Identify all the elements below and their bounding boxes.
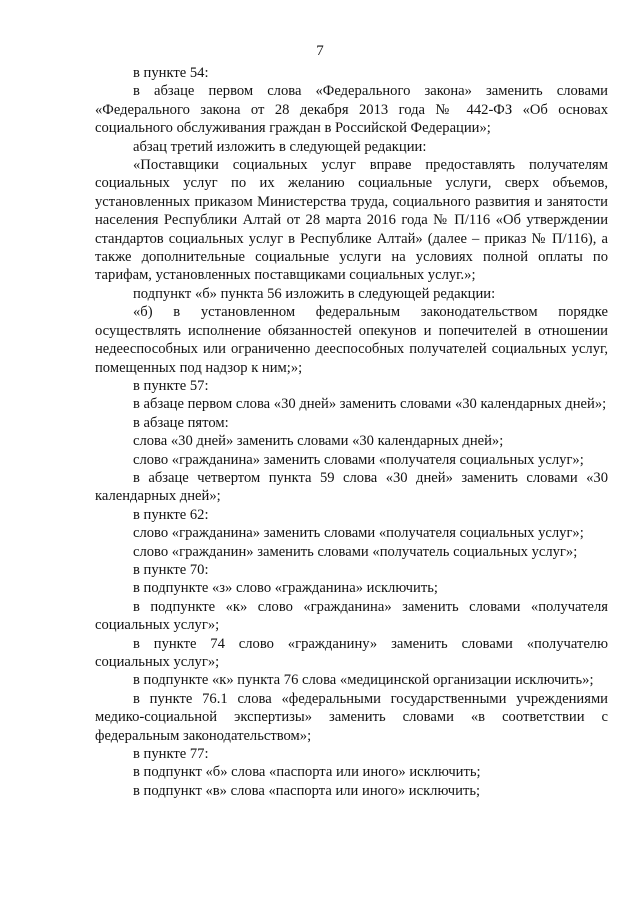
paragraph-7: в пункте 57: — [133, 377, 209, 394]
paragraph-11: слово «гражданина» заменить словами «получателя социальных услуг»; — [133, 451, 584, 468]
paragraph-3: абзац третий изложить в следующей редакции: — [133, 138, 427, 155]
paragraph-4: «Поставщики социальных услуг вправе предоставлять получателям социальных услуг по их желанию социальные услуги, сверх объемов, установленных приказом Министерства труда, социального развития и занятости населения Республики Алтай от 28 марта 2016 года № П/116 «Об утверждении стандартов социальных услуг в Республике Алтай» (далее – приказ № П/116), а также дополнительные социальные услуги на условиях полной оплаты по тарифам, установленных поставщиками социальных услуг.»; — [95, 157, 608, 284]
paragraph-2: в абзаце первом слова «Федерального закона» заменить словами «Федерального закона от 28 декабря 2013 года № 442-ФЗ «Об основах социального обслуживания граждан в Российской Федерации»; — [95, 83, 608, 137]
paragraph-24: в подпункт «в» слова «паспорта или иного» исключить; — [133, 782, 481, 799]
paragraph-19: в пункте 74 слово «гражданину» заменить словами «получателю социальных услуг»; — [95, 635, 608, 670]
paragraph-13: в пункте 62: — [133, 506, 209, 523]
document-body — [95, 64, 608, 800]
paragraph-23: в подпункт «б» слова «паспорта или иного» исключить; — [133, 764, 481, 781]
paragraph-12: в абзаце четвертом пункта 59 слова «30 дней» заменить словами «30 календарных дней»; — [95, 469, 608, 505]
paragraph-6: «б) в установленном федеральным законодательством порядке осуществлять исполнение обязанностей опекунов и попечителей в отношении недееспособных или ограниченно дееспособных получателей социальных услуг, помещенных под надзор к ним;»; — [95, 304, 608, 376]
paragraph-8: в абзаце первом слова «30 дней» заменить словами «30 календарных дней»; — [133, 396, 607, 413]
paragraph-10: слова «30 дней» заменить словами «30 календарных дней»; — [133, 433, 504, 450]
paragraph-17: в подпункте «з» слово «гражданина» исключить; — [133, 580, 438, 597]
paragraph-22: в пункте 77: — [133, 746, 209, 763]
paragraph-20: в подпункте «к» пункта 76 слова «медицинской организации исключить»; — [133, 672, 594, 689]
paragraph-16: в пункте 70: — [133, 561, 209, 578]
page-number: 7 — [316, 43, 324, 59]
paragraph-1: в пункте 54: — [133, 65, 209, 81]
paragraph-18: в подпункте «к» слово «гражданина» заменить словами «получателя социальных услуг»; — [95, 598, 608, 634]
paragraph-9: в абзаце пятом: — [133, 414, 229, 431]
paragraph-14: слово «гражданина» заменить словами «получателя социальных услуг»; — [133, 525, 584, 542]
paragraph-5: подпункт «б» пункта 56 изложить в следующей редакции: — [133, 285, 496, 302]
paragraph-21: в пункте 76.1 слова «федеральными государственными учреждениями медико-социальной экспертизы» заменить словами «в соответствии с федеральным законодательством»; — [95, 690, 608, 744]
paragraph-15: слово «гражданин» заменить словами «получатель социальных услуг»; — [133, 543, 578, 560]
